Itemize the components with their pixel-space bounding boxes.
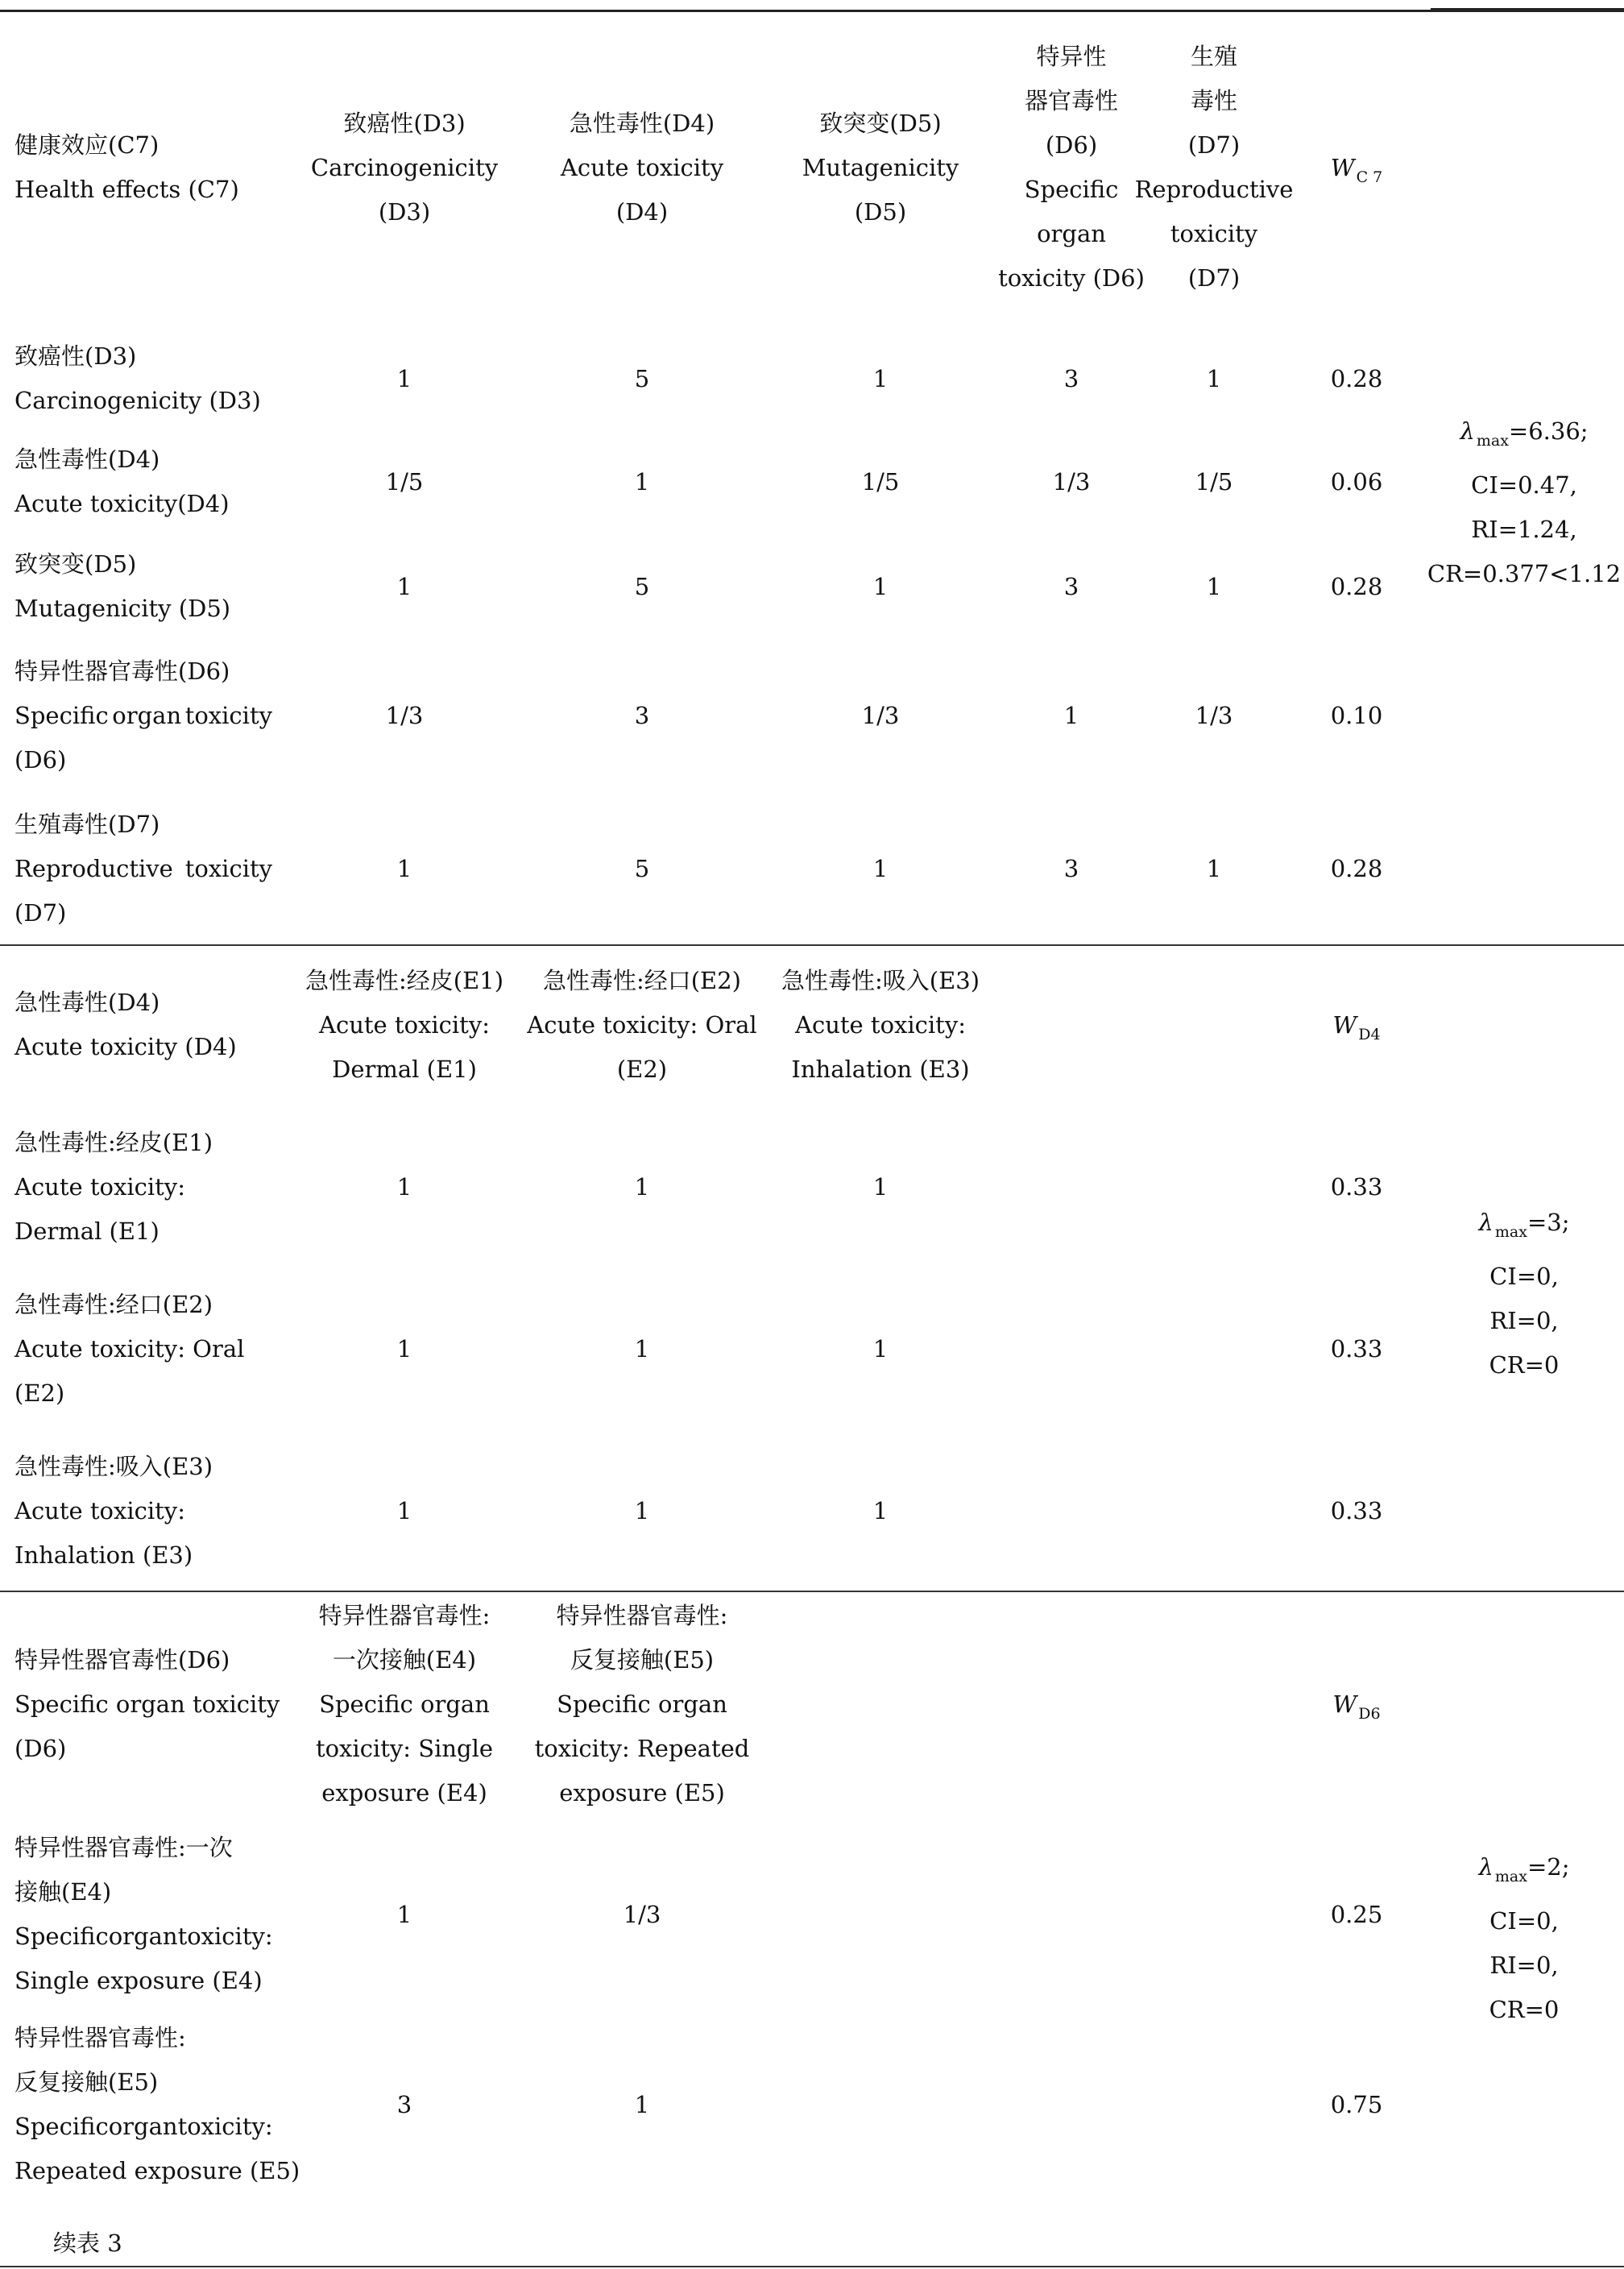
cell-line: (D3) bbox=[378, 197, 431, 226]
cell-line: 急性毒性:经口(E2) bbox=[542, 966, 742, 994]
column-header bbox=[527, 959, 756, 1092]
consistency-ri: RI=0, bbox=[1489, 1307, 1559, 1334]
row-label bbox=[14, 1445, 213, 1578]
cell-line: 一次接触(E4) bbox=[332, 1645, 477, 1674]
header-label-d6 bbox=[14, 1638, 280, 1771]
matrix-value: 1/3 bbox=[1195, 701, 1233, 729]
row-label bbox=[14, 2016, 300, 2193]
matrix-value: 3 bbox=[396, 2090, 412, 2118]
column-header bbox=[781, 959, 980, 1092]
weight-header bbox=[1332, 1003, 1380, 1057]
cell-line: 特异性器官毒性(D6) bbox=[14, 1645, 230, 1674]
cell-line: Specific organ toxicity bbox=[14, 1690, 280, 1718]
cell-line: (D6) bbox=[14, 1734, 67, 1762]
matrix-value: 1 bbox=[396, 1334, 412, 1363]
cell-line: toxicity (D6) bbox=[998, 264, 1145, 292]
consistency-ci: CI=0.47, bbox=[1471, 471, 1577, 499]
cell-line: Acute toxicity: Oral bbox=[14, 1334, 245, 1363]
header-label-c7 bbox=[14, 123, 239, 212]
consistency-stats bbox=[1427, 409, 1621, 596]
cell-line: Specific organ toxicity: bbox=[14, 1923, 273, 1950]
matrix-value: 1 bbox=[396, 572, 412, 600]
consistency-cr: CR=0 bbox=[1489, 1351, 1560, 1379]
matrix-value: 1 bbox=[1206, 572, 1222, 600]
cell-line: 致癌性(D3) bbox=[343, 109, 466, 137]
matrix-value: 1 bbox=[634, 2090, 650, 2118]
matrix-value: 1 bbox=[396, 364, 412, 392]
cell-line: organ bbox=[1037, 220, 1106, 247]
cell-line: 反复接触(E5) bbox=[570, 1645, 715, 1674]
cell-line: 致突变(D5) bbox=[14, 550, 137, 578]
cell-line: Specific organ toxicity bbox=[14, 701, 272, 729]
matrix-value: 5 bbox=[634, 854, 650, 882]
lambda-subscript: max bbox=[1494, 1868, 1527, 1885]
cell-line: 器官毒性 bbox=[1024, 87, 1119, 114]
cell-line: 毒性 bbox=[1190, 87, 1237, 114]
matrix-value: 1 bbox=[396, 1496, 412, 1524]
cell-line: Acute toxicity bbox=[560, 153, 724, 181]
weight-subscript: C 7 bbox=[1356, 168, 1383, 186]
cell-line: 致突变(D5) bbox=[819, 109, 942, 137]
cell-line: Repeated exposure (E5) bbox=[14, 2157, 300, 2184]
cell-line: Dermal (E1) bbox=[332, 1055, 477, 1083]
lambda-symbol: λ bbox=[1460, 417, 1475, 445]
weight-subscript: D6 bbox=[1358, 1704, 1381, 1723]
cell-line: Acute toxicity: bbox=[14, 1172, 185, 1201]
cell-line: Mutagenicity bbox=[802, 153, 959, 181]
cell-line: Dermal (E1) bbox=[14, 1217, 160, 1245]
column-header bbox=[316, 1594, 493, 1815]
weight-value: 0.28 bbox=[1330, 854, 1383, 882]
matrix-value: 1 bbox=[872, 364, 889, 392]
consistency-cr: CR=0.377<1.12 bbox=[1427, 560, 1622, 587]
row-label bbox=[14, 1121, 213, 1254]
matrix-value: 3 bbox=[1063, 572, 1079, 600]
matrix-value: 1/3 bbox=[385, 701, 424, 729]
weight-value: 0.75 bbox=[1330, 2090, 1383, 2118]
cell-line: Single exposure (E4) bbox=[14, 1967, 263, 1994]
cell-line: 特异性器官毒性: bbox=[14, 2024, 186, 2051]
weight-value: 0.33 bbox=[1330, 1334, 1383, 1363]
column-header bbox=[1135, 35, 1294, 301]
weight-header bbox=[1332, 1682, 1380, 1736]
lambda-subscript: max bbox=[1476, 432, 1509, 450]
cell-line: 特异性器官毒性(D6) bbox=[14, 657, 230, 685]
bottom-rule bbox=[0, 2266, 1624, 2267]
cell-line: Carcinogenicity bbox=[310, 153, 499, 181]
cell-line: 急性毒性:吸入(E3) bbox=[781, 966, 980, 994]
matrix-value: 1/3 bbox=[861, 701, 900, 729]
cell-line: 特异性器官毒性: bbox=[556, 1601, 728, 1629]
matrix-value: 3 bbox=[1063, 364, 1079, 392]
cell-line: toxicity bbox=[1170, 220, 1258, 247]
cell-line: 接触(E4) bbox=[14, 1878, 112, 1906]
cell-line: Acute toxicity: bbox=[795, 1010, 966, 1039]
cell-line: 急性毒性(D4) bbox=[14, 446, 160, 473]
matrix-value: 5 bbox=[634, 572, 650, 600]
lambda-value: =6.36; bbox=[1508, 417, 1589, 445]
weight-symbol: W bbox=[1330, 153, 1355, 181]
block-divider-2 bbox=[0, 1591, 1624, 1592]
cell-line: 急性毒性:经口(E2) bbox=[14, 1290, 213, 1318]
cell-line: Acute toxicity(D4) bbox=[14, 490, 230, 517]
cell-line: Acute toxicity: Oral bbox=[527, 1010, 757, 1039]
consistency-ri: RI=0, bbox=[1489, 1952, 1559, 1979]
cell-line: 急性毒性(D4) bbox=[14, 989, 160, 1016]
lambda-subscript: max bbox=[1494, 1223, 1527, 1241]
cell-line: toxicity: Repeated bbox=[534, 1734, 750, 1762]
consistency-ci: CI=0, bbox=[1489, 1263, 1559, 1290]
cell-line: (E2) bbox=[14, 1379, 65, 1407]
column-header bbox=[998, 35, 1145, 301]
lambda-max bbox=[1427, 409, 1621, 463]
consistency-cr: CR=0 bbox=[1489, 1996, 1560, 2023]
weight-value: 0.28 bbox=[1330, 572, 1383, 600]
matrix-value: 3 bbox=[1063, 854, 1079, 882]
column-header bbox=[561, 102, 723, 234]
cell-line: 急性毒性:经皮(E1) bbox=[14, 1128, 213, 1156]
cell-line: Inhalation (E3) bbox=[791, 1055, 970, 1083]
weight-header bbox=[1331, 146, 1382, 200]
row-label bbox=[14, 334, 261, 423]
cell-line: Acute toxicity: bbox=[14, 1496, 185, 1524]
matrix-value: 1 bbox=[634, 467, 650, 496]
matrix-value: 1 bbox=[1206, 854, 1222, 882]
cell-line: exposure (E5) bbox=[559, 1778, 725, 1806]
weight-value: 0.06 bbox=[1330, 467, 1383, 496]
cell-line: exposure (E4) bbox=[321, 1778, 487, 1806]
cell-line: Health effects (C7) bbox=[14, 176, 239, 203]
matrix-value: 1 bbox=[634, 1334, 650, 1363]
row-label bbox=[14, 1826, 272, 2003]
weight-symbol: W bbox=[1332, 1690, 1357, 1718]
cell-line: Specific organ toxicity: bbox=[14, 2113, 273, 2140]
cell-line: toxicity: Single bbox=[315, 1734, 494, 1762]
matrix-value: 1/3 bbox=[623, 1900, 661, 1928]
lambda-value: =2; bbox=[1527, 1853, 1570, 1881]
lambda-symbol: λ bbox=[1478, 1853, 1494, 1881]
cell-line: 反复接触(E5) bbox=[14, 2068, 159, 2096]
weight-value: 0.33 bbox=[1330, 1496, 1383, 1524]
lambda-max bbox=[1479, 1201, 1570, 1255]
cell-line: Reproductive toxicity bbox=[14, 854, 272, 882]
matrix-value: 1 bbox=[872, 1496, 889, 1524]
row-label bbox=[14, 438, 230, 526]
cell-line: (D7) bbox=[1187, 131, 1241, 159]
cell-line: 生殖毒性(D7) bbox=[14, 810, 160, 838]
cell-line: 致癌性(D3) bbox=[14, 342, 137, 370]
matrix-value: 5 bbox=[634, 364, 650, 392]
matrix-value: 1/3 bbox=[1052, 467, 1091, 496]
row-label bbox=[14, 542, 230, 631]
matrix-value: 1 bbox=[634, 1172, 650, 1201]
weight-subscript: D4 bbox=[1358, 1025, 1381, 1043]
row-label bbox=[14, 1283, 244, 1416]
consistency-stats bbox=[1479, 1201, 1570, 1388]
matrix-value: 1 bbox=[872, 572, 889, 600]
cell-line: 特异性 bbox=[1036, 43, 1107, 70]
cell-line: Acute toxicity: bbox=[319, 1010, 490, 1039]
row-label bbox=[14, 649, 272, 782]
cell-line: (D6) bbox=[14, 745, 67, 774]
cell-line: (D7) bbox=[1187, 264, 1241, 292]
cell-line: (E2) bbox=[616, 1055, 668, 1083]
weight-value: 0.28 bbox=[1330, 364, 1383, 392]
table-continued-label: 续表 3 bbox=[53, 2230, 122, 2257]
cell-line: Specific bbox=[1024, 176, 1119, 203]
matrix-value: 1 bbox=[872, 854, 889, 882]
cell-line: 急性毒性:吸入(E3) bbox=[14, 1452, 213, 1480]
matrix-value: 1 bbox=[1206, 364, 1222, 392]
column-header bbox=[535, 1594, 750, 1815]
column-header bbox=[305, 959, 503, 1092]
matrix-value: 1 bbox=[634, 1496, 650, 1524]
weight-value: 0.10 bbox=[1330, 701, 1383, 729]
weight-value: 0.25 bbox=[1330, 1900, 1383, 1928]
cell-line: (D7) bbox=[14, 898, 67, 927]
cell-line: Inhalation (E3) bbox=[14, 1541, 193, 1569]
matrix-value: 1 bbox=[396, 854, 412, 882]
top-rule bbox=[0, 10, 1624, 12]
cell-line: (D5) bbox=[854, 197, 907, 226]
cell-line: 急性毒性:经皮(E1) bbox=[304, 966, 504, 994]
column-header bbox=[802, 102, 959, 234]
row-label bbox=[14, 803, 272, 935]
cell-line: (D4) bbox=[615, 197, 669, 226]
matrix-value: 3 bbox=[634, 701, 650, 729]
cell-line: 急性毒性(D4) bbox=[569, 109, 715, 137]
lambda-value: =3; bbox=[1527, 1209, 1570, 1236]
matrix-value: 1 bbox=[1063, 701, 1079, 729]
lambda-symbol: λ bbox=[1478, 1209, 1494, 1236]
weight-symbol: W bbox=[1332, 1010, 1357, 1039]
matrix-value: 1/5 bbox=[385, 467, 424, 496]
matrix-value: 1/5 bbox=[861, 467, 900, 496]
cell-line: Carcinogenicity (D3) bbox=[14, 387, 261, 414]
cell-line: Specific organ bbox=[557, 1690, 727, 1718]
cell-line: Acute toxicity (D4) bbox=[14, 1033, 237, 1060]
cell-line: 特异性器官毒性:一次 bbox=[14, 1834, 233, 1861]
matrix-value: 1 bbox=[396, 1172, 412, 1201]
cell-line: 健康效应(C7) bbox=[14, 131, 160, 159]
weight-value: 0.33 bbox=[1330, 1172, 1383, 1201]
consistency-stats bbox=[1479, 1845, 1570, 2032]
matrix-value: 1 bbox=[872, 1334, 889, 1363]
matrix-value: 1 bbox=[872, 1172, 889, 1201]
lambda-max bbox=[1479, 1845, 1570, 1899]
column-header bbox=[311, 102, 498, 234]
cell-line: (D6) bbox=[1045, 131, 1098, 159]
consistency-ri: RI=1.24, bbox=[1471, 516, 1577, 543]
matrix-value: 1 bbox=[396, 1900, 412, 1928]
cell-line: Mutagenicity (D5) bbox=[14, 595, 231, 622]
header-label-d4 bbox=[14, 981, 237, 1069]
block-divider-1 bbox=[0, 944, 1624, 946]
cell-line: 特异性器官毒性: bbox=[318, 1601, 491, 1629]
cell-line: Specific organ bbox=[319, 1690, 490, 1718]
consistency-ci: CI=0, bbox=[1489, 1907, 1559, 1935]
top-rule-accent bbox=[1431, 8, 1624, 10]
matrix-value: 1/5 bbox=[1195, 467, 1233, 496]
cell-line: 生殖 bbox=[1190, 43, 1237, 70]
cell-line: Reproductive bbox=[1134, 176, 1294, 203]
